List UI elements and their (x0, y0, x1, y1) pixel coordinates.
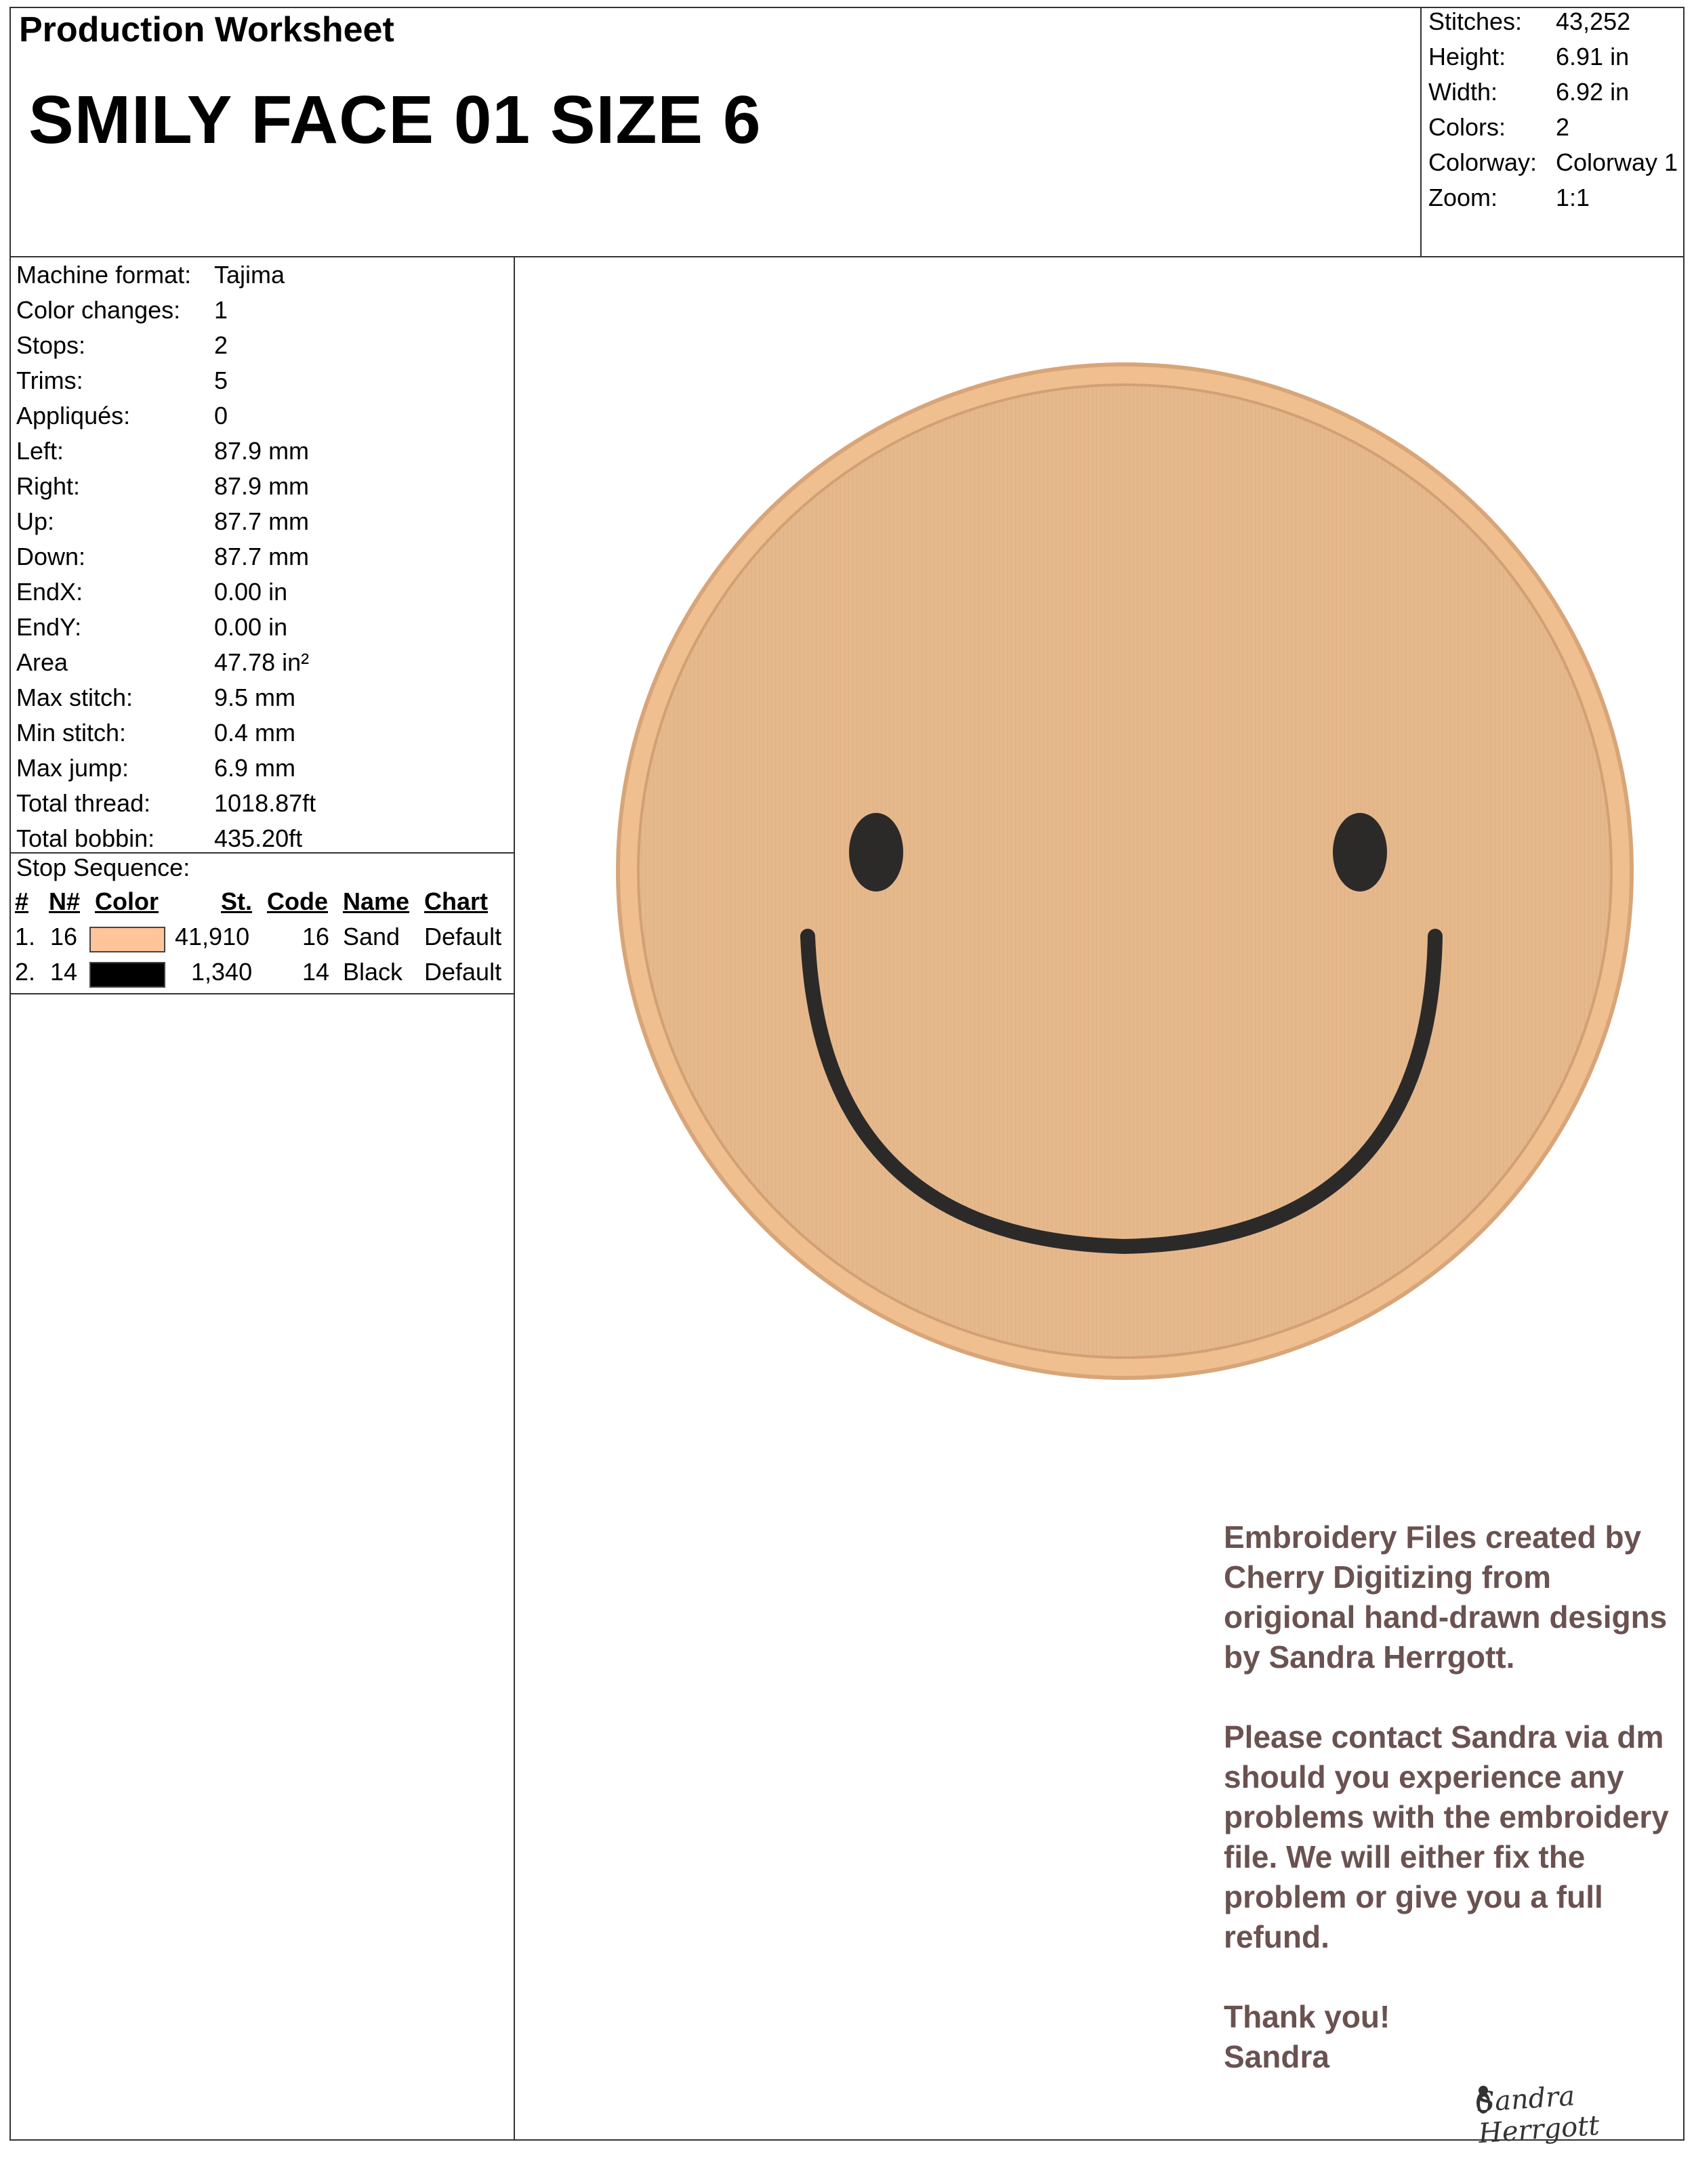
summary-value: Colorway 1 (1556, 148, 1678, 176)
detail-value: 0.00 in (214, 613, 288, 641)
face-fill (638, 385, 1611, 1358)
detail-value: 87.7 mm (214, 543, 310, 570)
summary-label: Height: (1428, 43, 1506, 70)
row-stitches: 41,910 (175, 923, 250, 950)
detail-label: Max stitch: (16, 684, 133, 711)
detail-label: Up: (16, 507, 55, 535)
detail-row (16, 257, 511, 293)
summary-row (1428, 39, 1679, 75)
detail-value: 5 (214, 366, 228, 394)
table-row (0, 923, 515, 958)
detail-row (16, 539, 511, 574)
detail-row (16, 645, 511, 680)
design-name: SMILY FACE 01 SIZE 6 (28, 82, 762, 158)
right-eye (1333, 813, 1387, 891)
color-swatch (89, 962, 165, 988)
row-name: Sand (343, 923, 400, 950)
row-chart: Default (424, 923, 502, 950)
col-header-needle: N# (49, 887, 81, 915)
row-number: 1. (15, 923, 36, 950)
detail-row (16, 363, 511, 398)
detail-value: 2 (214, 331, 228, 359)
detail-row (16, 680, 511, 715)
credit-note (1224, 1517, 1671, 2077)
summary-value: 43,252 (1556, 7, 1631, 35)
detail-row (16, 715, 511, 751)
summary-value: 6.91 in (1556, 43, 1630, 70)
detail-label: Color changes: (16, 296, 181, 324)
detail-label: Left: (16, 437, 64, 465)
detail-row (16, 504, 511, 539)
worksheet-title: Production Worksheet (19, 10, 394, 49)
sign-off (1224, 1997, 1671, 2077)
detail-label: Total bobbin: (16, 824, 155, 852)
detail-value: 6.9 mm (214, 754, 296, 782)
detail-value: 87.7 mm (214, 507, 310, 535)
col-header-chart: Chart (424, 887, 489, 915)
row-number: 2. (15, 958, 36, 986)
detail-row (16, 293, 511, 328)
detail-row (16, 751, 511, 786)
summary-row (1428, 145, 1679, 180)
summary-value: 6.92 in (1556, 78, 1630, 106)
detail-row (16, 469, 511, 504)
row-needle: 16 (50, 923, 78, 950)
detail-value: 0 (214, 402, 228, 429)
detail-label: Machine format: (16, 261, 192, 289)
detail-label: Min stitch: (16, 719, 127, 747)
detail-label: EndY: (16, 613, 82, 641)
detail-row (16, 786, 511, 821)
row-chart: Default (424, 958, 502, 986)
detail-label: Max jump: (16, 754, 129, 782)
summary-row (1428, 75, 1679, 110)
detail-value: 0.00 in (214, 578, 288, 606)
thank-you: Thank you! (1224, 1999, 1390, 2034)
detail-row (16, 398, 511, 434)
col-header-color: Color (95, 887, 159, 915)
detail-value: 1018.87ft (214, 789, 316, 817)
row-stitches: 1,340 (191, 958, 253, 986)
detail-label: Stops: (16, 331, 86, 359)
detail-label: Down: (16, 543, 86, 570)
color-swatch (89, 927, 165, 952)
summary-value: 1:1 (1556, 184, 1590, 211)
summary-row (1428, 180, 1679, 215)
col-header-code: Code (267, 887, 328, 915)
row-needle: 14 (50, 958, 78, 986)
sign-off-name: Sandra (1224, 2039, 1329, 2074)
detail-label: Appliqués: (16, 402, 131, 429)
left-eye (849, 813, 903, 891)
summary-label: Zoom: (1428, 184, 1498, 211)
contact-paragraph: Please contact Sandra via dm should you experience any problems with the embroidery file. We will either fix the problem or give you a full refund. (1224, 1719, 1669, 1954)
signature-logo: Sandra Herrgott (1475, 2080, 1600, 2150)
detail-value: 0.4 mm (214, 719, 296, 747)
detail-row (16, 328, 511, 363)
detail-label: Trims: (16, 366, 83, 394)
stop-sequence-label: Stop Sequence: (16, 854, 190, 881)
smiley-face-design (596, 339, 1653, 1423)
detail-value: 87.9 mm (214, 472, 310, 500)
left-panel-divider (514, 256, 515, 2141)
credit-paragraph: Embroidery Files created by Cherry Digitizing from origional hand-drawn designs by Sandra Herrgott. (1224, 1519, 1668, 1675)
summary-row (1428, 110, 1679, 145)
detail-value: 9.5 mm (214, 684, 296, 711)
col-header-name: Name (343, 887, 410, 915)
summary-label: Width: (1428, 78, 1498, 106)
col-header-stitches: St. (221, 887, 253, 915)
summary-label: Stitches: (1428, 7, 1523, 35)
row-code: 16 (302, 923, 330, 950)
detail-value: 87.9 mm (214, 437, 310, 465)
detail-label: EndX: (16, 578, 83, 606)
detail-label: Area (16, 648, 68, 676)
detail-row (16, 434, 511, 469)
detail-value: 1 (214, 296, 228, 324)
detail-value: Tajima (214, 261, 285, 289)
detail-label: Total thread: (16, 789, 151, 817)
detail-row (16, 610, 511, 645)
detail-value: 435.20ft (214, 824, 303, 852)
col-header-number: # (15, 887, 29, 915)
row-code: 14 (302, 958, 330, 986)
summary-value: 2 (1556, 113, 1570, 141)
table-row (0, 958, 515, 993)
detail-label: Right: (16, 472, 81, 500)
detail-row (16, 574, 511, 610)
stop-table-bottom (9, 993, 515, 994)
summary-divider (1420, 7, 1422, 257)
summary-label: Colorway: (1428, 148, 1537, 176)
summary-row (1428, 4, 1679, 39)
row-name: Black (343, 958, 403, 986)
detail-row (16, 821, 511, 856)
detail-value: 47.78 in² (214, 648, 310, 676)
summary-label: Colors: (1428, 113, 1506, 141)
